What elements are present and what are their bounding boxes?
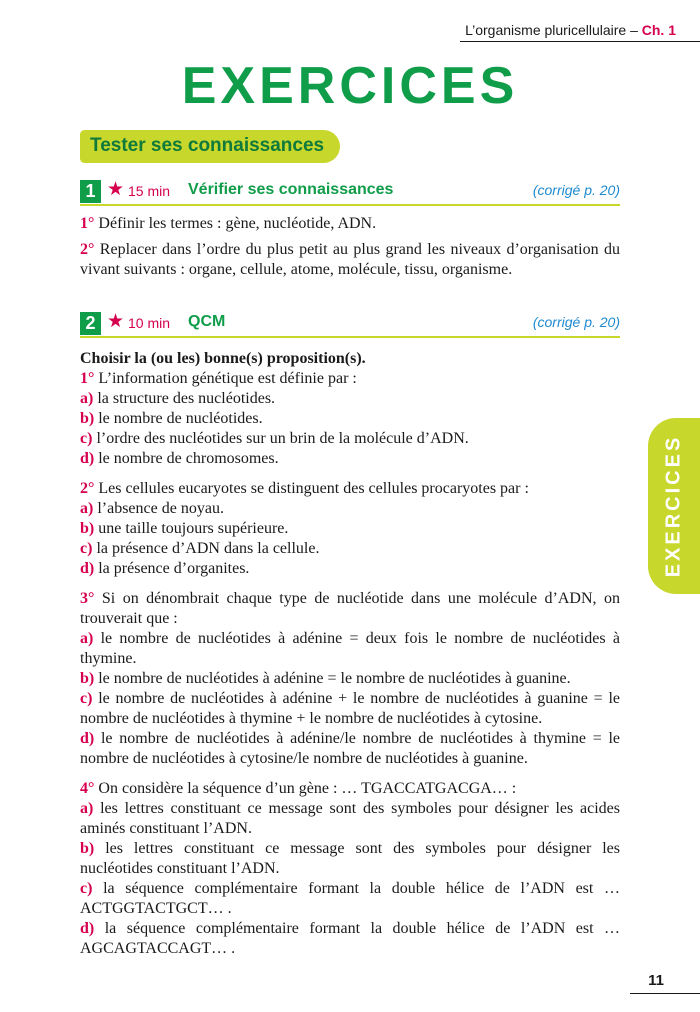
option-text: une taille toujours supérieure. <box>94 520 289 537</box>
option-letter: a) <box>80 800 94 817</box>
question <box>80 369 620 389</box>
option-letter: d) <box>80 450 95 467</box>
exercise-1-corrige: (corrigé p. 20) <box>532 182 620 198</box>
option-text: le nombre de chromosomes. <box>94 450 279 467</box>
option-letter: b) <box>80 410 95 427</box>
star-icon: ★ <box>107 179 125 200</box>
option-letter: c) <box>80 430 93 447</box>
question-text: Replacer dans l’ordre du plus petit au plus grand les niveaux d’organisation du vivant suivants : organe, cellule, atome, molécule, tissu, organisme. <box>80 241 620 278</box>
footer-rule <box>630 993 700 994</box>
option-text: la structure des nucléotides. <box>93 390 276 407</box>
option-letter: a) <box>80 500 94 517</box>
option <box>80 409 620 429</box>
question-number: 2° <box>80 241 95 258</box>
page-title: EXERCICES <box>181 57 519 115</box>
question-text: Les cellules eucaryotes se distinguent des cellules procaryotes par : <box>94 480 529 497</box>
header-rule <box>460 41 700 42</box>
option <box>80 729 620 769</box>
running-header <box>465 22 676 38</box>
instruction: Choisir la (ou les) bonne(s) proposition(s). <box>80 350 366 367</box>
option-letter: d) <box>80 560 95 577</box>
side-tab-exercices <box>648 418 700 594</box>
option <box>80 629 620 669</box>
option-text: l’ordre des nucléotides sur un brin de la molécule d’ADN. <box>92 430 469 447</box>
question-text: Si on dénombrait chaque type de nucléotide dans une molécule d’ADN, on trouverait que : <box>80 590 620 627</box>
chapter-label: Ch. 1 <box>641 22 676 38</box>
exercise-1-time: 15 min <box>128 183 171 199</box>
exercise-1-body <box>80 214 620 280</box>
exercise-2-header <box>80 312 620 338</box>
exercise-2-number: 2 <box>80 312 101 335</box>
option <box>80 499 620 519</box>
option <box>80 449 620 469</box>
option <box>80 689 620 729</box>
exercise-1-header <box>80 180 620 206</box>
option <box>80 879 620 919</box>
exercise-1-label: Vérifier ses connaissances <box>188 181 394 198</box>
option <box>80 429 620 449</box>
question-number: 3° <box>80 590 95 607</box>
exercise-1-rule <box>80 204 620 206</box>
question-number: 1° <box>80 215 95 232</box>
running-title: L’organisme pluricellulaire – <box>465 22 642 38</box>
option <box>80 559 620 579</box>
option-text: le nombre de nucléotides à adénine = le nombre de nucléotides à guanine. <box>94 670 571 687</box>
question <box>80 214 620 234</box>
page-number: 11 <box>648 972 664 989</box>
option-letter: c) <box>80 880 93 897</box>
option <box>80 389 620 409</box>
option-text: les lettres constituant ce message sont des symboles pour désigner les nucléotides constituant l’ADN. <box>80 840 620 877</box>
exercise-1-number: 1 <box>80 180 101 203</box>
question <box>80 589 620 629</box>
option-text: la séquence complémentaire formant la double hélice de l’ADN est …AGCAGTACCAGT… . <box>80 920 620 957</box>
option-text: la présence d’ADN dans la cellule. <box>92 540 320 557</box>
option-text: la séquence complémentaire formant la double hélice de l’ADN est …ACTGGTACTGCT… . <box>80 880 620 917</box>
option <box>80 919 620 959</box>
option-letter: c) <box>80 690 93 707</box>
question-number: 1° <box>80 370 95 387</box>
question-text: On considère la séquence d’un gène : … TGACCATGACGA… : <box>94 780 517 797</box>
option-text: les lettres constituant ce message sont des symboles pour désigner les acides aminés constituant l’ADN. <box>80 800 620 837</box>
question-text: L’information génétique est définie par : <box>94 370 357 387</box>
option-letter: a) <box>80 630 94 647</box>
option-text: le nombre de nucléotides. <box>94 410 263 427</box>
option-text: le nombre de nucléotides à adénine/le nombre de nucléotides à thymine = le nombre de nucléotides à cytosine/le nombre de nucléotides à guanine. <box>80 730 620 767</box>
option-text: le nombre de nucléotides à adénine + le nombre de nucléotides à guanine = le nombre de nucléotides à thymine + le nombre de nucléotides à cytosine. <box>80 690 620 727</box>
option-letter: a) <box>80 390 94 407</box>
question <box>80 240 620 280</box>
option-letter: d) <box>80 730 95 747</box>
option-text: l’absence de noyau. <box>93 500 224 517</box>
option <box>80 539 620 559</box>
option-letter: b) <box>80 670 95 687</box>
exercise-2-time: 10 min <box>128 315 171 331</box>
option <box>80 669 620 689</box>
option-text: le nombre de nucléotides à adénine = deux fois le nombre de nucléotides à thymine. <box>80 630 620 667</box>
question <box>80 779 620 799</box>
question-number: 2° <box>80 480 95 497</box>
question-number: 4° <box>80 780 95 797</box>
option-letter: c) <box>80 540 93 557</box>
option-letter: b) <box>80 840 95 857</box>
exercise-2-corrige: (corrigé p. 20) <box>532 314 620 330</box>
exercise-2-body <box>80 349 620 959</box>
exercise-2-rule <box>80 336 620 338</box>
option-letter: b) <box>80 520 95 537</box>
option <box>80 839 620 879</box>
exercise-2-label: QCM <box>188 313 226 330</box>
question <box>80 479 620 499</box>
option <box>80 799 620 839</box>
side-tab-label: EXERCICES <box>662 434 685 578</box>
option-letter: d) <box>80 920 95 937</box>
section-heading: Tester ses connaissances <box>80 130 340 163</box>
option <box>80 519 620 539</box>
option-text: la présence d’organites. <box>94 560 250 577</box>
star-icon: ★ <box>107 311 125 332</box>
question-text: Définir les termes : gène, nucléotide, ADN. <box>94 215 377 232</box>
